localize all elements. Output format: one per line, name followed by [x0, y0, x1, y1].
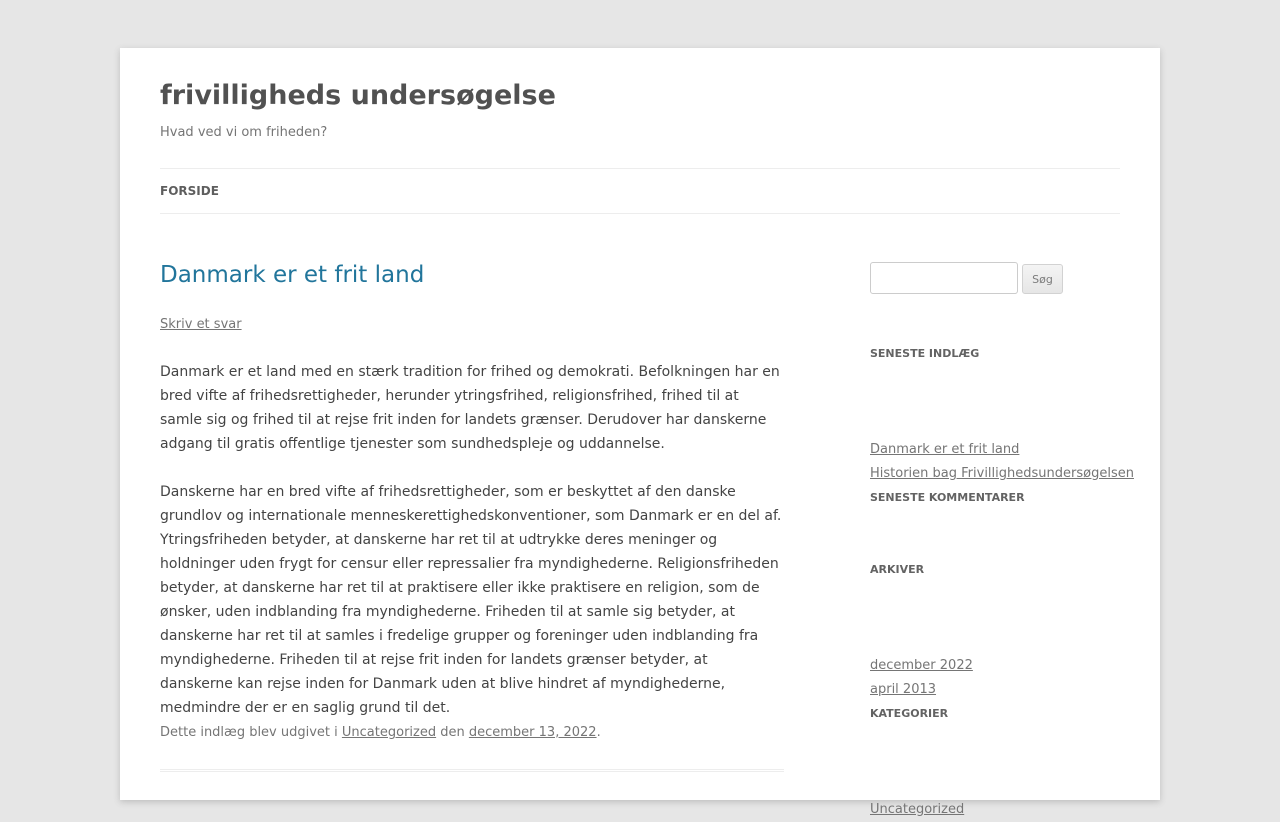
recent-posts-title: SENESTE INDLÆG: [870, 347, 980, 360]
recent-post-link[interactable]: Historien bag Frivillighedsundersøgelsen: [870, 466, 1134, 481]
archive-link[interactable]: december 2022: [870, 658, 973, 673]
category-link[interactable]: Uncategorized: [870, 802, 965, 817]
list-item: [870, 654, 973, 678]
recent-comments-title: SENESTE KOMMENTARER: [870, 491, 1025, 504]
site-title[interactable]: frivilligheds undersøgelse: [160, 80, 556, 111]
post-paragraph: Danskerne har en bred vifte af frihedsrettigheder, som er beskyttet af den danske grundlov og internationale menneskerettighedskonventioner, som Danmark er en del af. Ytringsfriheden betyder, at danskerne har ret til at udtrykke deres meninger og holdninger uden frygt for censur eller repressalier fra myndighederne. Religionsfriheden betyder, at danskerne har ret til at praktisere eller ikke praktisere en religion, som de ønsker, uden indblanding fra myndighederne. Friheden til at samle sig betyder, at danskerne har ret til at samles i fredelige grupper og foreninger uden indblanding fra myndighederne. Friheden til at rejse frit inden for landets grænser betyder, at danskerne kan rejse inden for Danmark uden at blive hindret af myndighederne, medmindre der er en saglig grund til det.: [160, 484, 782, 716]
archives-list: [870, 654, 973, 702]
list-item: [870, 678, 973, 702]
meta-suffix: .: [596, 725, 601, 740]
search-input[interactable]: [870, 262, 1018, 294]
page-container: [120, 48, 1160, 817]
comments-link[interactable]: Skriv et svar: [160, 317, 242, 332]
nav-item-forside[interactable]: FORSIDE: [160, 184, 219, 198]
list-item: [870, 798, 964, 822]
archive-link[interactable]: april 2013: [870, 682, 937, 697]
categories-list: [870, 798, 964, 822]
post-divider: [160, 769, 784, 772]
post-title[interactable]: Danmark er et frit land: [160, 262, 425, 288]
list-item: [870, 462, 1134, 486]
post-date-link[interactable]: december 13, 2022: [468, 725, 597, 740]
main-navigation: [160, 168, 1120, 214]
recent-posts-list: [870, 438, 1134, 486]
category-link[interactable]: Uncategorized: [341, 725, 437, 740]
recent-post-link[interactable]: Danmark er et frit land: [870, 442, 1020, 457]
list-item: [870, 438, 1134, 462]
post-paragraph: Danmark er et land med en stærk tradition for frihed og demokrati. Befolkningen har en bred vifte af frihedsrettigheder, herunder ytringsfrihed, religionsfrihed, frihed til at samle sig og frihed til at rejse frit inden for landets grænser. Derudover har danskerne adgang til gratis offentlige tjenester som sundhedspleje og uddannelse.: [160, 364, 780, 452]
meta-prefix: Dette indlæg blev udgivet i: [160, 725, 342, 740]
site-description: Hvad ved vi om friheden?: [160, 125, 328, 140]
categories-title: KATEGORIER: [870, 707, 949, 720]
post-meta: [160, 723, 601, 743]
meta-middle: den: [436, 725, 469, 740]
search-button[interactable]: Søg: [1022, 264, 1063, 294]
archives-title: ARKIVER: [870, 563, 925, 576]
